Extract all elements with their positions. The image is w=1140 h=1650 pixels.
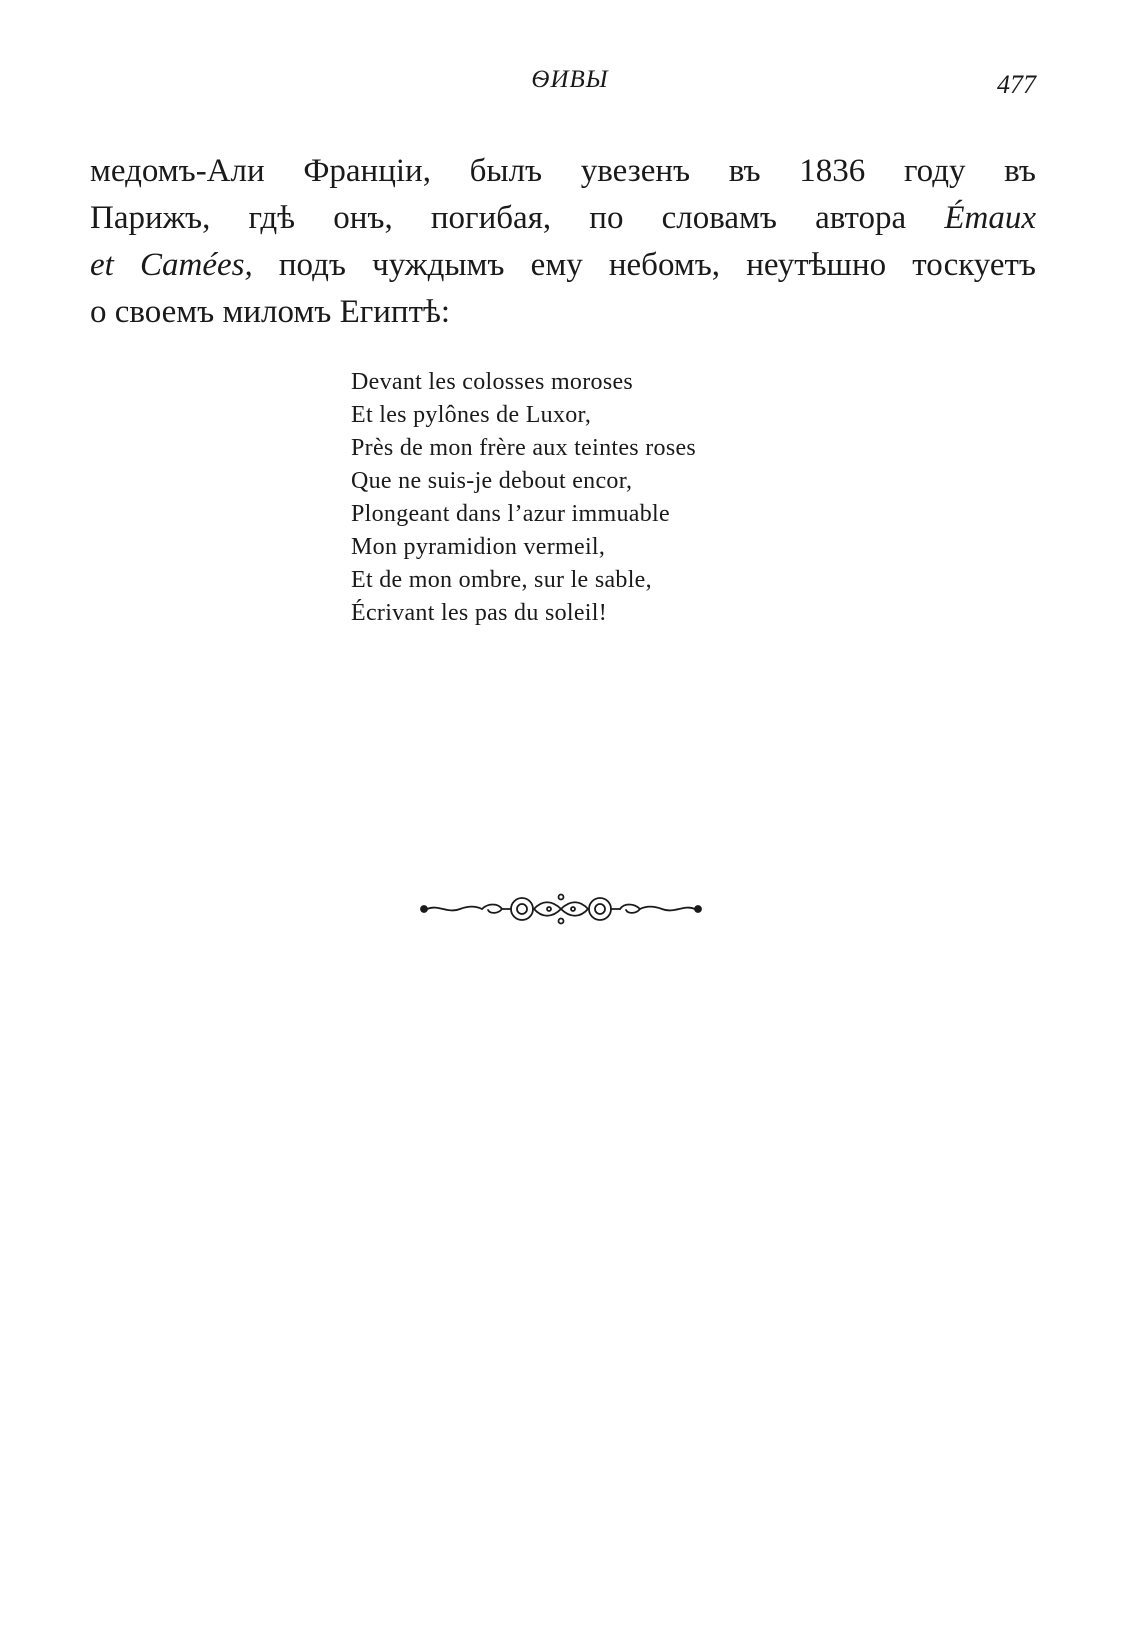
verse-line: Et de mon ombre, sur le sable, xyxy=(351,567,652,593)
body-line-2: Парижъ, гдѣ онъ, погибая, по словамъ автора Émaux xyxy=(90,200,1036,236)
body-line-4: о своемъ миломъ Египтѣ: xyxy=(90,294,451,330)
running-head xyxy=(0,62,1140,102)
verse-line: Et les pylônes de Luxor, xyxy=(351,402,592,428)
italic-title-emaux: Émaux xyxy=(944,200,1036,236)
verse-line: Près de mon frère aux teintes roses xyxy=(351,435,697,461)
body-line-3: et Camées, подъ чуждымъ ему небомъ, неутѣшно тоскуетъ xyxy=(90,247,1036,283)
verse-line: Plongeant dans l’azur immuable xyxy=(351,501,670,527)
body-line-1: медомъ-Али Франціи, былъ увезенъ въ 1836 году въ xyxy=(90,153,1036,189)
verse-quotation xyxy=(351,366,696,630)
verse-line: Devant les colosses moroses xyxy=(351,369,634,395)
verse-line: Que ne suis-je debout encor, xyxy=(351,468,633,494)
italic-title-camees: et Camées, xyxy=(90,247,253,283)
verse-line: Mon pyramidion vermeil, xyxy=(351,534,606,560)
running-title: ѲИВЫ xyxy=(531,66,609,93)
decorative-fleuron-icon xyxy=(418,892,704,926)
body-paragraph xyxy=(90,148,1036,336)
page-number: 477 xyxy=(997,70,1036,99)
verse-line: Écrivant les pas du soleil! xyxy=(351,600,608,626)
